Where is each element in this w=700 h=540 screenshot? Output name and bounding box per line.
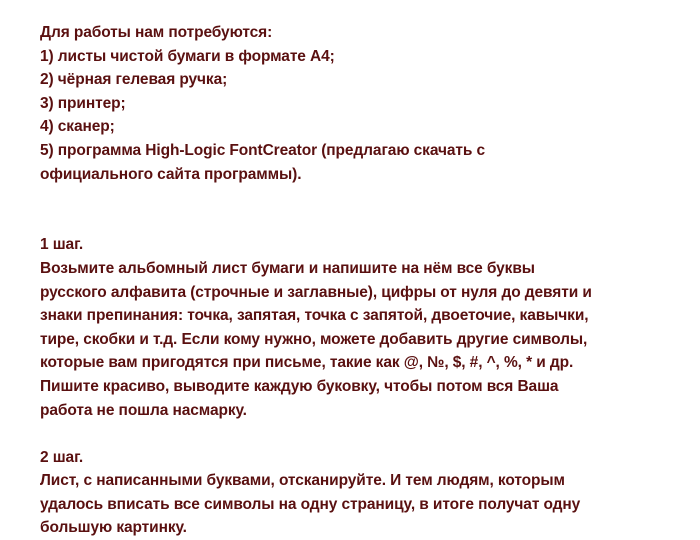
step-1-text-line: русского алфавита (строчные и заглавные), цифры от нуля до девяти и	[40, 283, 592, 301]
spacer	[40, 422, 690, 446]
spacer	[40, 210, 690, 234]
requirements-heading: Для работы нам потребуются:	[40, 24, 273, 41]
step-1-title: 1 шаг.	[40, 236, 84, 254]
spacer	[40, 186, 690, 210]
step-2-title: 2 шаг.	[40, 448, 84, 466]
step-1-section	[40, 233, 690, 422]
step-2-text-line: большую картинку.	[40, 519, 187, 537]
step-2-text-line: Лист, с написанными буквами, отсканируйте. И тем людям, которым	[40, 472, 565, 490]
step-2-section	[40, 446, 690, 540]
step-1-text-line: Возьмите альбомный лист бумаги и напишите на нём все буквы	[40, 259, 535, 277]
step-1-text-line: Пишите красиво, выводите каждую буковку, чтобы потом вся Ваша	[40, 377, 559, 395]
requirements-section	[40, 21, 690, 186]
requirement-item: 5) программа High-Logic FontCreator (предлагаю скачать с	[40, 141, 486, 159]
document-body	[40, 21, 690, 540]
step-1-text-line: тире, скобки и т.д. Если кому нужно, можете добавить другие символы,	[40, 330, 588, 348]
step-1-text-line: которые вам пригодятся при письме, такие как @, №, $, #, ^, %, * и др.	[40, 354, 574, 372]
requirement-item: 1) листы чистой бумаги в формате А4;	[40, 47, 335, 65]
step-1-text-line: работа не пошла насмарку.	[40, 401, 247, 419]
step-2-text-line: удалось вписать все символы на одну страницу, в итоге получат одну	[40, 495, 581, 513]
requirement-item: 3) принтер;	[40, 94, 126, 112]
requirement-item: 2) чёрная гелевая ручка;	[40, 71, 228, 89]
requirement-item-continued: официального сайта программы).	[40, 165, 302, 183]
requirement-item: 4) сканер;	[40, 118, 115, 136]
step-1-text-line: знаки препинания: точка, запятая, точка с запятой, двоеточие, кавычки,	[40, 307, 589, 325]
